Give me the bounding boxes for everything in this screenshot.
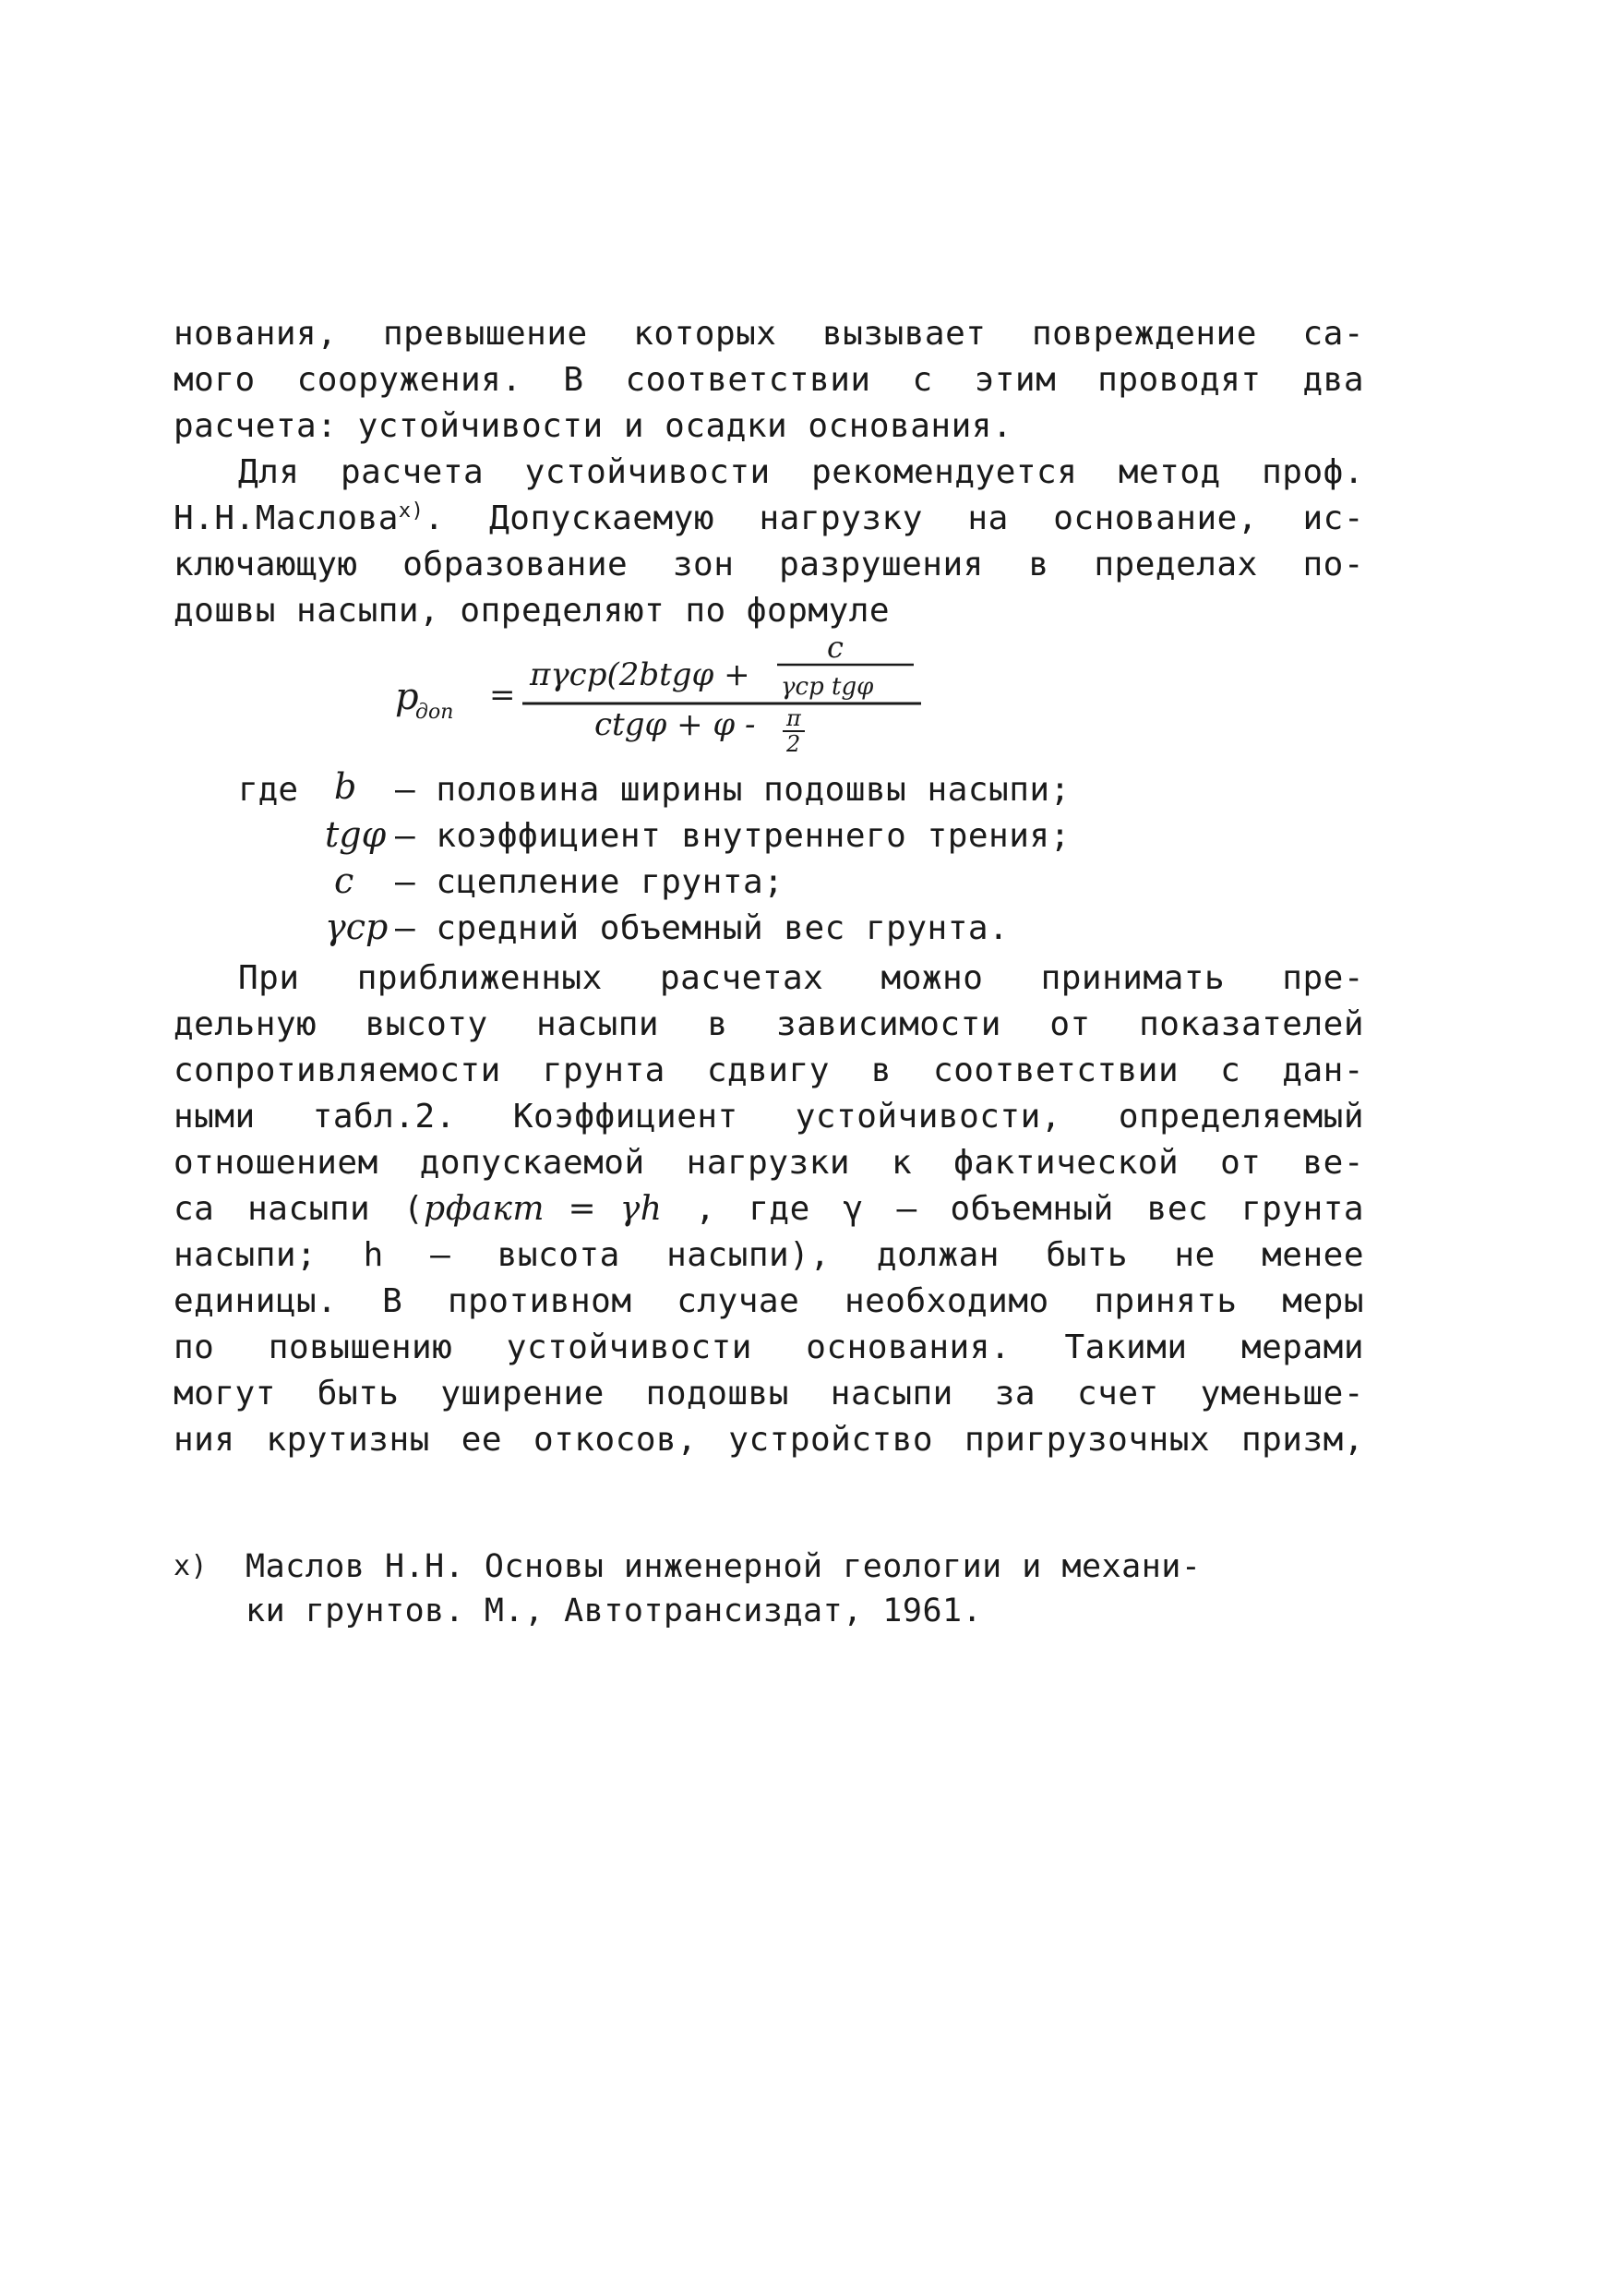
paragraph-3-line-6-start: са насыпи ( xyxy=(174,1190,425,1228)
paragraph-3-line-4: ными табл.2. Коэффициент устойчивости, определяемый xyxy=(174,1098,1364,1136)
paragraph-3-line-2: дельную высоту насыпи в зависимости от показателей xyxy=(174,1005,1364,1043)
footnote-mark: x) xyxy=(174,1550,209,1582)
where-label: где xyxy=(238,771,299,809)
formula-inner-numerator: c xyxy=(827,630,844,665)
definition-text-tgphi: – коэффициент внутреннего трения; xyxy=(395,817,1071,855)
formula-pi-numerator: π xyxy=(786,705,801,731)
p-fact-formula: pфакт = γh xyxy=(424,1190,663,1228)
footnote-line-2: ки грунтов. М., Автотрансиздат, 1961. xyxy=(246,1593,983,1629)
paragraph-3-line-11: ния крутизны ее откосов, устройство пригрузочных призм, xyxy=(174,1421,1364,1459)
formula-lhs: p xyxy=(395,676,419,718)
paragraph-3-line-1: При приближенных расчетах можно принимать пре- xyxy=(238,959,1364,997)
paragraph-3-line-7: насыпи; h – высота насыпи), должан быть не менее xyxy=(174,1236,1364,1274)
definition-text-c: – сцепление грунта; xyxy=(395,863,785,901)
paragraph-3-line-3: сопротивляемости грунта сдвигу в соответствии с дан- xyxy=(174,1052,1364,1089)
paragraph-3-line-8: единицы. В противном случае необходимо принять меры xyxy=(174,1282,1364,1320)
formula-pi-denominator: 2 xyxy=(786,731,801,757)
paragraph-2-line-4: дошвы насыпи, определяют по формуле xyxy=(174,592,891,630)
paragraph-2-line-1: Для расчета устойчивости рекомендуется метод проф. xyxy=(238,453,1364,491)
definition-text-gamma-avg: – средний объемный вес грунта. xyxy=(395,909,1010,947)
paragraph-3-line-10: могут быть уширение подошвы насыпи за счет уменьше- xyxy=(174,1375,1364,1412)
formula-inner-denominator: γср tgφ xyxy=(781,673,874,701)
footnote-reference-mark: x) xyxy=(398,499,425,523)
paragraph-1-line-2: мого сооружения. В соответствии с этим проводят два xyxy=(174,361,1364,399)
definition-symbol-gamma-avg: γср xyxy=(325,907,389,947)
definition-symbol-b: b xyxy=(334,766,357,807)
paragraph-1-line-1: нования, превышение которых вызывает повреждение са- xyxy=(174,315,1364,353)
definition-text-b: – половина ширины подошвы насыпи; xyxy=(395,771,1071,809)
paragraph-2-line-2-rest: . Допускаемую нагрузку на основание, ис- xyxy=(424,499,1364,537)
paragraph-2-line-2 xyxy=(174,497,1364,541)
paragraph-3-line-6-end: , где γ – объемный вес грунта xyxy=(662,1190,1364,1228)
paragraph-3-line-9: по повышению устойчивости основания. Такими мерами xyxy=(174,1328,1364,1366)
definition-symbol-tgphi: tgφ xyxy=(325,814,387,855)
footnote-line-1: Маслов Н.Н. Основы инженерной геологии и механи- xyxy=(246,1548,1202,1585)
paragraph-3-line-5: отношением допускаемой нагрузки к фактической от ве- xyxy=(174,1144,1364,1182)
definition-symbol-c: c xyxy=(334,860,354,901)
formula-equals: = xyxy=(489,677,516,714)
paragraph-1-line-3: расчета: устойчивости и осадки основания. xyxy=(174,407,1013,445)
author-name: Н.Н.Маслова xyxy=(174,499,399,537)
paragraph-2-line-3: ключающую образование зон разрушения в пределах по- xyxy=(174,546,1364,583)
formula-lhs-subscript: доп xyxy=(415,701,454,724)
paragraph-3-line-6 xyxy=(174,1187,1364,1232)
formula-numerator: πγср(2btgφ + xyxy=(530,656,750,693)
formula-denominator: ctgφ + φ - xyxy=(594,706,756,743)
